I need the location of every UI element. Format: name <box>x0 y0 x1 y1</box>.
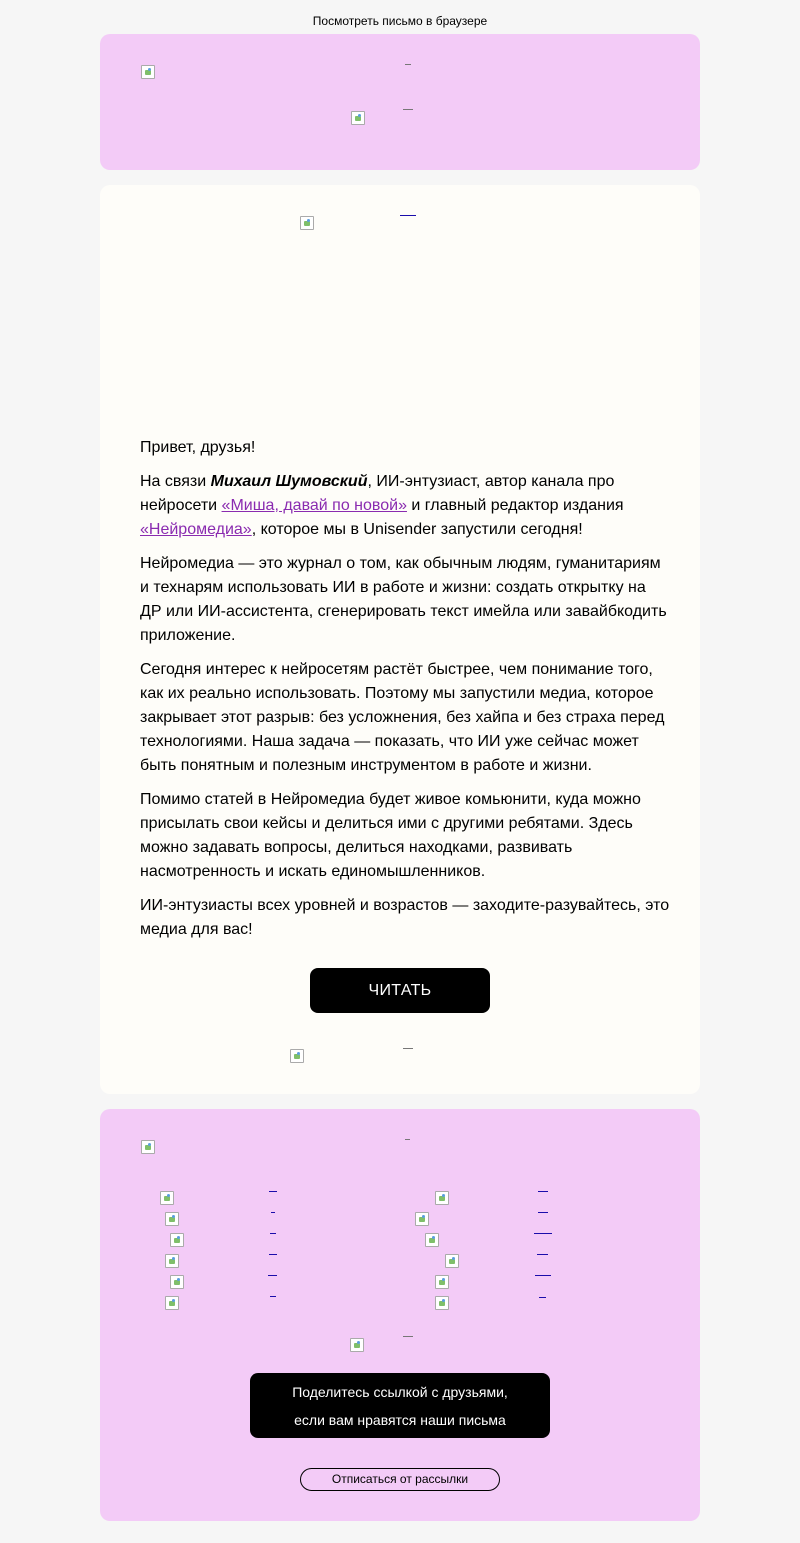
social-icon[interactable] <box>160 1191 174 1205</box>
social-link[interactable] <box>537 1254 548 1255</box>
paragraph-invite: ИИ-энтузиасты всех уровней и возрастов — заходите-разувайтесь, это медиа для вас! <box>140 897 670 938</box>
paragraph-mission: Сегодня интерес к нейросетям растёт быстрее, чем понимание того, как их реально использовать. Поэтому мы запустили медиа, которое закрывает этот разрыв: без усложнения, без хайпа и без страха перед технологиями. Наша задача — показать, что ИИ уже сейчас может быть понятным и полезным инструментом в работе и жизни. <box>140 661 665 774</box>
footer-image[interactable] <box>350 1338 364 1352</box>
header-banner <box>100 34 700 170</box>
social-link[interactable] <box>538 1212 548 1213</box>
logo-link[interactable] <box>405 64 411 65</box>
intro-text-d: , которое мы в Unisender запустили сегодня! <box>251 521 583 538</box>
social-link[interactable] <box>538 1191 548 1192</box>
social-link[interactable] <box>271 1212 275 1213</box>
share-line-1: Поделитесь ссылкой с друзьями, <box>292 1384 508 1400</box>
footer-logo-link[interactable] <box>405 1139 410 1140</box>
social-link[interactable] <box>269 1191 277 1192</box>
footer-image-link[interactable] <box>403 1336 413 1337</box>
header-image-link[interactable] <box>403 109 413 110</box>
logo-image[interactable] <box>141 65 155 79</box>
hero-image[interactable] <box>300 216 314 230</box>
header-image[interactable] <box>351 111 365 125</box>
social-icon[interactable] <box>415 1212 429 1226</box>
unsubscribe-button[interactable]: Отписаться от рассылки <box>300 1468 500 1491</box>
social-link[interactable] <box>270 1296 276 1297</box>
social-icon[interactable] <box>435 1191 449 1205</box>
social-icon[interactable] <box>170 1275 184 1289</box>
social-link[interactable] <box>539 1297 546 1298</box>
social-icon[interactable] <box>445 1254 459 1268</box>
signature-image[interactable] <box>290 1049 304 1063</box>
read-button[interactable]: ЧИТАТЬ <box>310 968 490 1013</box>
social-icon[interactable] <box>435 1296 449 1310</box>
paragraph-community: Помимо статей в Нейромедиа будет живое комьюнити, куда можно присылать свои кейсы и делиться ими с другими ребятами. Здесь можно задавать вопросы, делиться находками, развивать насмотренность и искать единомышленников. <box>140 791 641 880</box>
paragraph-about: Нейромедиа — это журнал о том, как обычным людям, гуманитариям и технарям использовать ИИ в работе и жизни: создать открытку на ДР или ИИ-ассистента, сгенерировать текст имейла или завайбкодить приложение. <box>140 555 667 644</box>
social-link[interactable] <box>535 1275 551 1276</box>
social-icon[interactable] <box>170 1233 184 1247</box>
share-block[interactable] <box>250 1373 550 1438</box>
greeting: Привет, друзья! <box>140 439 256 456</box>
social-link[interactable] <box>268 1275 277 1276</box>
intro-text-c: и главный редактор издания <box>406 497 624 514</box>
social-link[interactable] <box>270 1233 276 1234</box>
social-icon[interactable] <box>165 1212 179 1226</box>
footer-logo-image[interactable] <box>141 1140 155 1154</box>
hero-image-link[interactable] <box>400 215 416 216</box>
social-link[interactable] <box>534 1233 552 1234</box>
share-line-2: если вам нравятся наши письма <box>294 1412 506 1428</box>
intro-paragraph <box>140 470 670 542</box>
channel-link[interactable]: «Миша, давай по новой» <box>221 497 407 514</box>
intro-text-b: , ИИ-энтузиаст, автор канала про нейросети <box>140 473 615 514</box>
neuromedia-link[interactable]: «Нейромедиа» <box>140 521 252 538</box>
social-icon[interactable] <box>165 1296 179 1310</box>
social-icon[interactable] <box>165 1254 179 1268</box>
view-in-browser-link[interactable]: Посмотреть письмо в браузере <box>312 14 488 28</box>
author-name: Михаил Шумовский <box>210 473 368 490</box>
footer-card <box>100 1109 700 1521</box>
social-icon[interactable] <box>425 1233 439 1247</box>
signature-link[interactable] <box>403 1048 413 1049</box>
intro-text-a: На связи <box>140 473 211 490</box>
social-link[interactable] <box>269 1254 277 1255</box>
letter-body <box>140 436 670 952</box>
social-icon[interactable] <box>435 1275 449 1289</box>
